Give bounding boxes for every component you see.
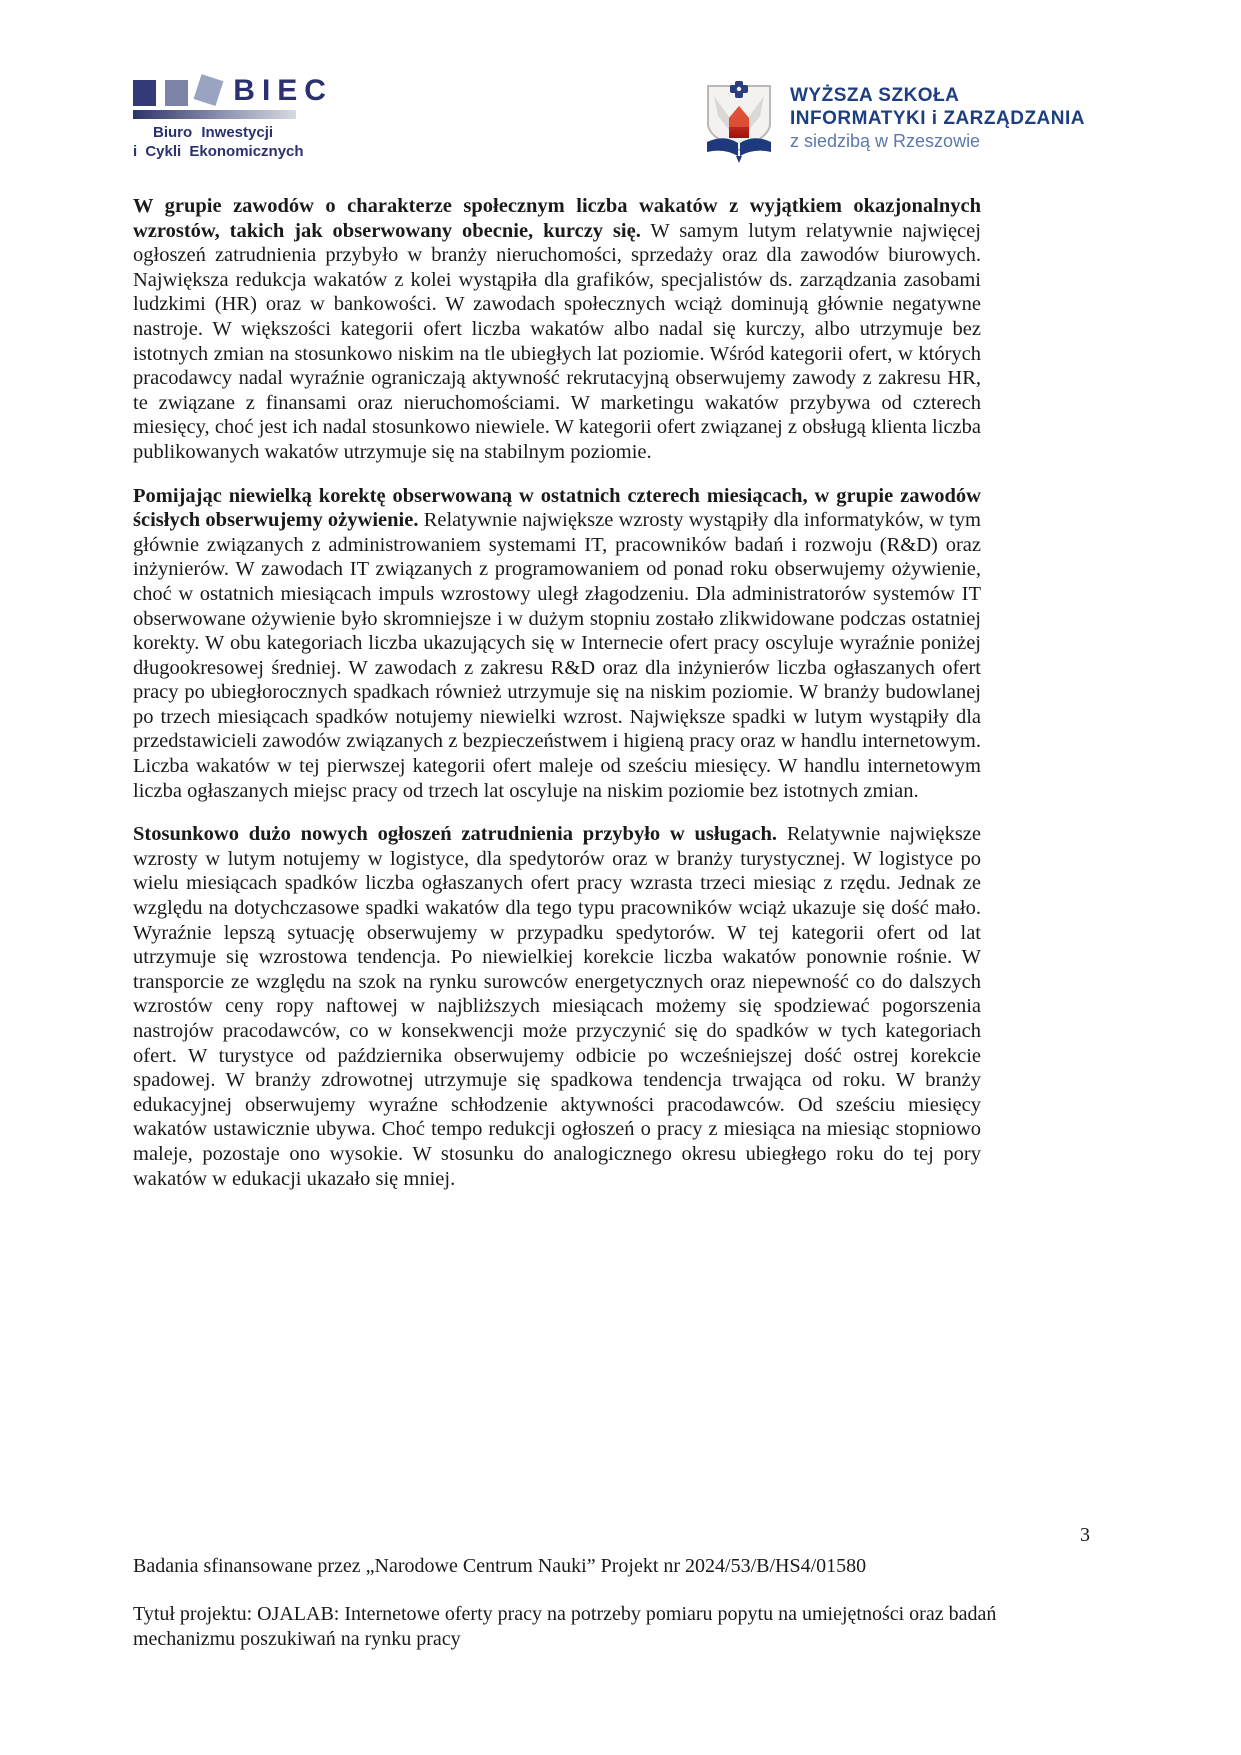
paragraph-text: Relatywnie największe wzrosty w lutym notujemy w logistyce, dla spedytorów oraz w branży turystycznej. W logistyce po wielu miesiącach spadków liczba ogłaszanych ofert pracy wzrasta trzeci miesiąc z rzędu. Jednak ze względu na dotychczasowe spadki wakatów dla tego typu pracowników wciąż ukazuje się dość mało. Wyraźnie lepszą sytuację obserwujemy w przypadku spedytorów. W tej kategorii ofert od lat utrzymuje się wzrostowa tendencja. Po niewielkiej korekcie liczba wakatów ponownie rośnie. W transporcie ze względu na szok na rynku surowców energetycznych oraz niepewność co do dalszych wzrostów ceny ropy naftowej w najbliższych miesiącach możemy się spodziewać pogorszenia nastrojów pracodawców, co w konsekwencji może przyczynić się do spadków w tych kategoriach ofert. W turystyce od października obserwujemy odbicie po wcześniejszej dość ostrej korekcie spadowej. W branży zdrowotnej utrzymuje się spadkowa tendencja trwająca od roku. W branży edukacyjnej obserwujemy wyraźne schłodzenie aktywności pracodawców. Od sześciu miesięcy wakatów ustawicznie ubywa. Choć tempo redukcji ogłoszeń o pracy z miesiąca na miesiąc stopniowo maleje, pozostaje ono wysokie. W stosunku do analogicznego okresu ubiegłego roku do tej pory wakatów w edukacji ukazało się mniej. <box>133 823 981 1190</box>
paragraph-lead: Pomijając niewielką korektę obserwowaną w ostatnich czterech miesiącach, w grupie zawodów ścisłych obserwujemy ożywienie. <box>133 484 981 532</box>
paragraph-science-professions <box>133 484 981 804</box>
paragraph-lead: W grupie zawodów o charakterze społecznym liczba wakatów z wyjątkiem okazjonalnych wzrostów, takich jak obserwowany obecnie, kurczy się. <box>133 195 981 242</box>
biec-gradient-bar <box>133 110 296 119</box>
wsiz-title-line2: INFORMATYKI i ZARZĄDZANIA <box>790 108 1086 129</box>
paragraph-text: Relatywnie największe wzrosty wystąpiły dla informatyków, w tym głównie związanych z administrowaniem systemami IT, pracowników badań i rozwoju (R&D) oraz inżynierów. W zawodach IT związanych z programowaniem od ponad roku obserwujemy ożywienie, choć w ostatnich miesiącach impuls wzrostowy uległ złagodzeniu. Dla administratorów systemów IT obserwowane ożywienie było skromniejsze i w dużym stopniu zostało zlikwidowane podczas ostatniej korekty. W obu kategoriach liczba ukazujących się w Internecie ofert pracy oscyluje wyraźnie poniżej długookresowej średniej. W zawodach z zakresu R&D oraz dla inżynierów liczba ogłaszanych ofert pracy po ubiegłorocznych spadkach również utrzymuje się na niskim poziomie. W branży budowlanej po trzech miesiącach spadków notujemy niewielki wzrost. Największe spadki w lutym wystąpiły dla przedstawicieli zawodów związanych z bezpieczeństwem i higieną pracy oraz w handlu internetowym. Liczba wakatów w tej pierwszej kategorii ofert maleje od sześciu miesięcy. W handlu internetowym liczba ogłaszanych miejsc pracy od trzech lat oscyluje na niskim poziomie bez istotnych zmian. <box>133 509 982 802</box>
wsiz-logo <box>700 80 1085 164</box>
biec-logo <box>133 72 333 160</box>
paragraph-services <box>133 822 981 1191</box>
biec-diamond-icon <box>193 74 223 106</box>
biec-square-dark-icon <box>133 80 156 106</box>
paragraph-text: W samym lutym relatywnie najwięcej ogłoszeń zatrudnienia przybyło w branży nieruchomości, sprzedaży oraz dla zawodów biurowych. Największa redukcja wakatów z kolei wystąpiła dla grafików, specjalistów ds. zarządzania zasobami ludzkimi (HR) oraz w bankowości. W zawodach społecznych wciąż dominują głównie negatywne nastroje. W większości kategorii ofert liczba wakatów albo nadal się kurczy, albo utrzymuje bez istotnych zmian na stosunkowo niskim na tle ubiegłych lat poziomie. Wśród kategorii ofert, w których pracodawcy nadal wyraźnie ograniczają aktywność rekrutacyjną obserwujemy zawody z zakresu HR, te związane z finansami oraz nieruchomościami. W marketingu wakatów przybywa od czterech miesięcy, choć jest ich nadal stosunkowo niewiele. W kategorii ofert związanej z obsługą klienta liczba publikowanych wakatów utrzymuje się na stabilnym poziomie. <box>133 219 981 463</box>
wsiz-wordmark <box>790 80 1085 152</box>
paragraph-social-professions <box>133 194 981 465</box>
page-number: 3 <box>1080 1524 1090 1546</box>
wsiz-title-line1: WYŻSZA SZKOŁA <box>790 85 960 106</box>
footer-funding-note: Badania sfinansowane przez „Narodowe Centrum Nauki” Projekt nr 2024/53/B/HS4/01580 <box>133 1555 867 1577</box>
footer-project-title: Tytuł projektu: OJALAB: Internetowe oferty pracy na potrzeby pomiaru popytu na umiejętności oraz badań mechanizmu poszukiwań na rynku pracy <box>133 1603 997 1650</box>
biec-subtitle-line2: i Cykli Ekonomicznych <box>133 143 304 160</box>
wsiz-subtitle: z siedzibą w Rzeszowie <box>790 131 981 151</box>
paragraph-lead: Stosunkowo dużo nowych ogłoszeń zatrudnienia przybyło w usługach. <box>133 823 778 846</box>
wsiz-crest-icon <box>700 80 778 164</box>
biec-wordmark: BIEC <box>233 74 333 107</box>
biec-subtitle-line1: Biuro Inwestycji <box>153 124 274 141</box>
document-body <box>133 194 981 1210</box>
biec-square-mid-icon <box>165 80 188 106</box>
biec-logo-row <box>133 72 333 106</box>
